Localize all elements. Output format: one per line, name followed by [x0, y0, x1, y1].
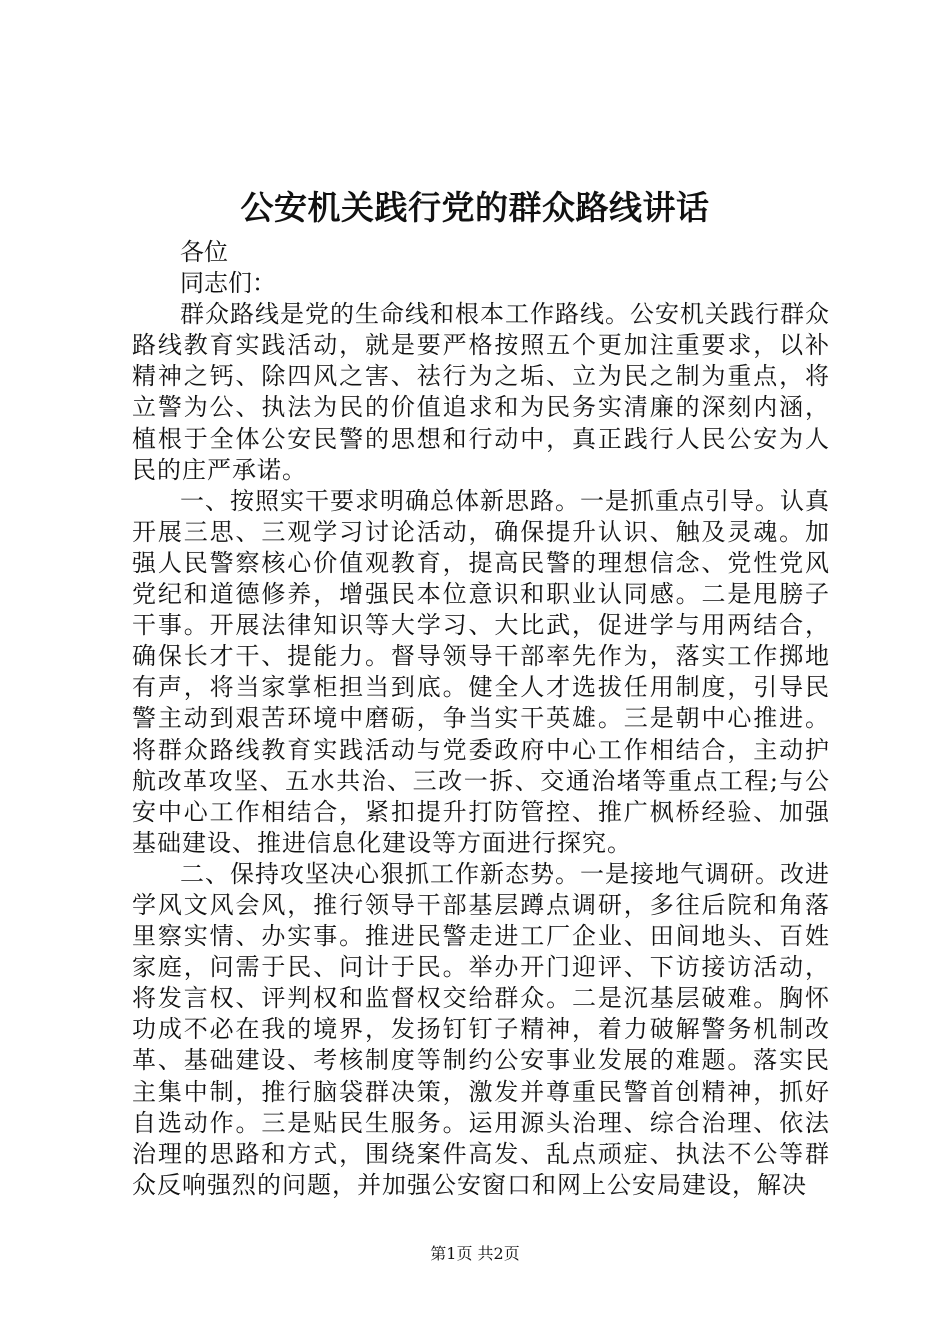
paragraph-intro: 群众路线是党的生命线和根本工作路线。公安机关践行群众路线教育实践活动，就是要严格按照五个更加注重要求，以补精神之钙、除四风之害、祛行为之垢、立为民之制为重点，将立警为公、执法为民的价值追求和为民务实清廉的深刻内涵，植根于全体公安民警的思想和行动中，真正践行人民公安为人民的庄严承诺。: [132, 300, 830, 484]
document-body: [132, 237, 830, 1201]
paragraph-section-1: 一、按照实干要求明确总体新思路。一是抓重点引导。认真开展三思、三观学习讨论活动，确保提升认识、触及灵魂。加强人民警察核心价值观教育，提高民警的理想信念、党性党风党纪和道德修养，增强民本位意识和职业认同感。二是甩膀子干事。开展法律知识等大学习、大比武，促进学与用两结合，确保长才干、提能力。督导领导干部率先作为，落实工作掷地有声，将当家掌柜担当到底。健全人才选拔任用制度，引导民警主动到艰苦环境中磨砺，争当实干英雄。三是朝中心推进。将群众路线教育实践活动与党委政府中心工作相结合，主动护航改革攻坚、五水共治、三改一拆、交通治堵等重点工程;与公安中心工作相结合，紧扣提升打防管控、推广枫桥经验、加强基础建设、推进信息化建设等方面进行探究。: [132, 486, 830, 857]
salutation-line-2: 同志们：: [180, 269, 276, 298]
document-title: 公安机关践行党的群众路线讲话: [240, 188, 710, 227]
salutation-line-1: 各位: [180, 238, 228, 266]
paragraph-section-2: 二、保持攻坚决心狠抓工作新态势。一是接地气调研。改进学风文风会风，推行领导干部基层蹲点调研，多往后院和角落里察实情、办实事。推进民警走进工厂企业、田间地头、百姓家庭，问需于民、问计于民。举办开门迎评、下访接访活动，将发言权、评判权和监督权交给群众。二是沉基层破难。胸怀功成不必在我的境界，发扬钉钉子精神，着力破解警务机制改革、基础建设、考核制度等制约公安事业发展的难题。落实民主集中制，推行脑袋群决策，激发并尊重民警首创精神，抓好自选动作。三是贴民生服务。运用源头治理、综合治理、依法治理的思路和方式，围绕案件高发、乱点顽症、执法不公等群众反响强烈的问题，并加强公安窗口和网上公安局建设，解决: [132, 859, 830, 1199]
page-number-footer: 第1页 共2页: [430, 1244, 520, 1263]
